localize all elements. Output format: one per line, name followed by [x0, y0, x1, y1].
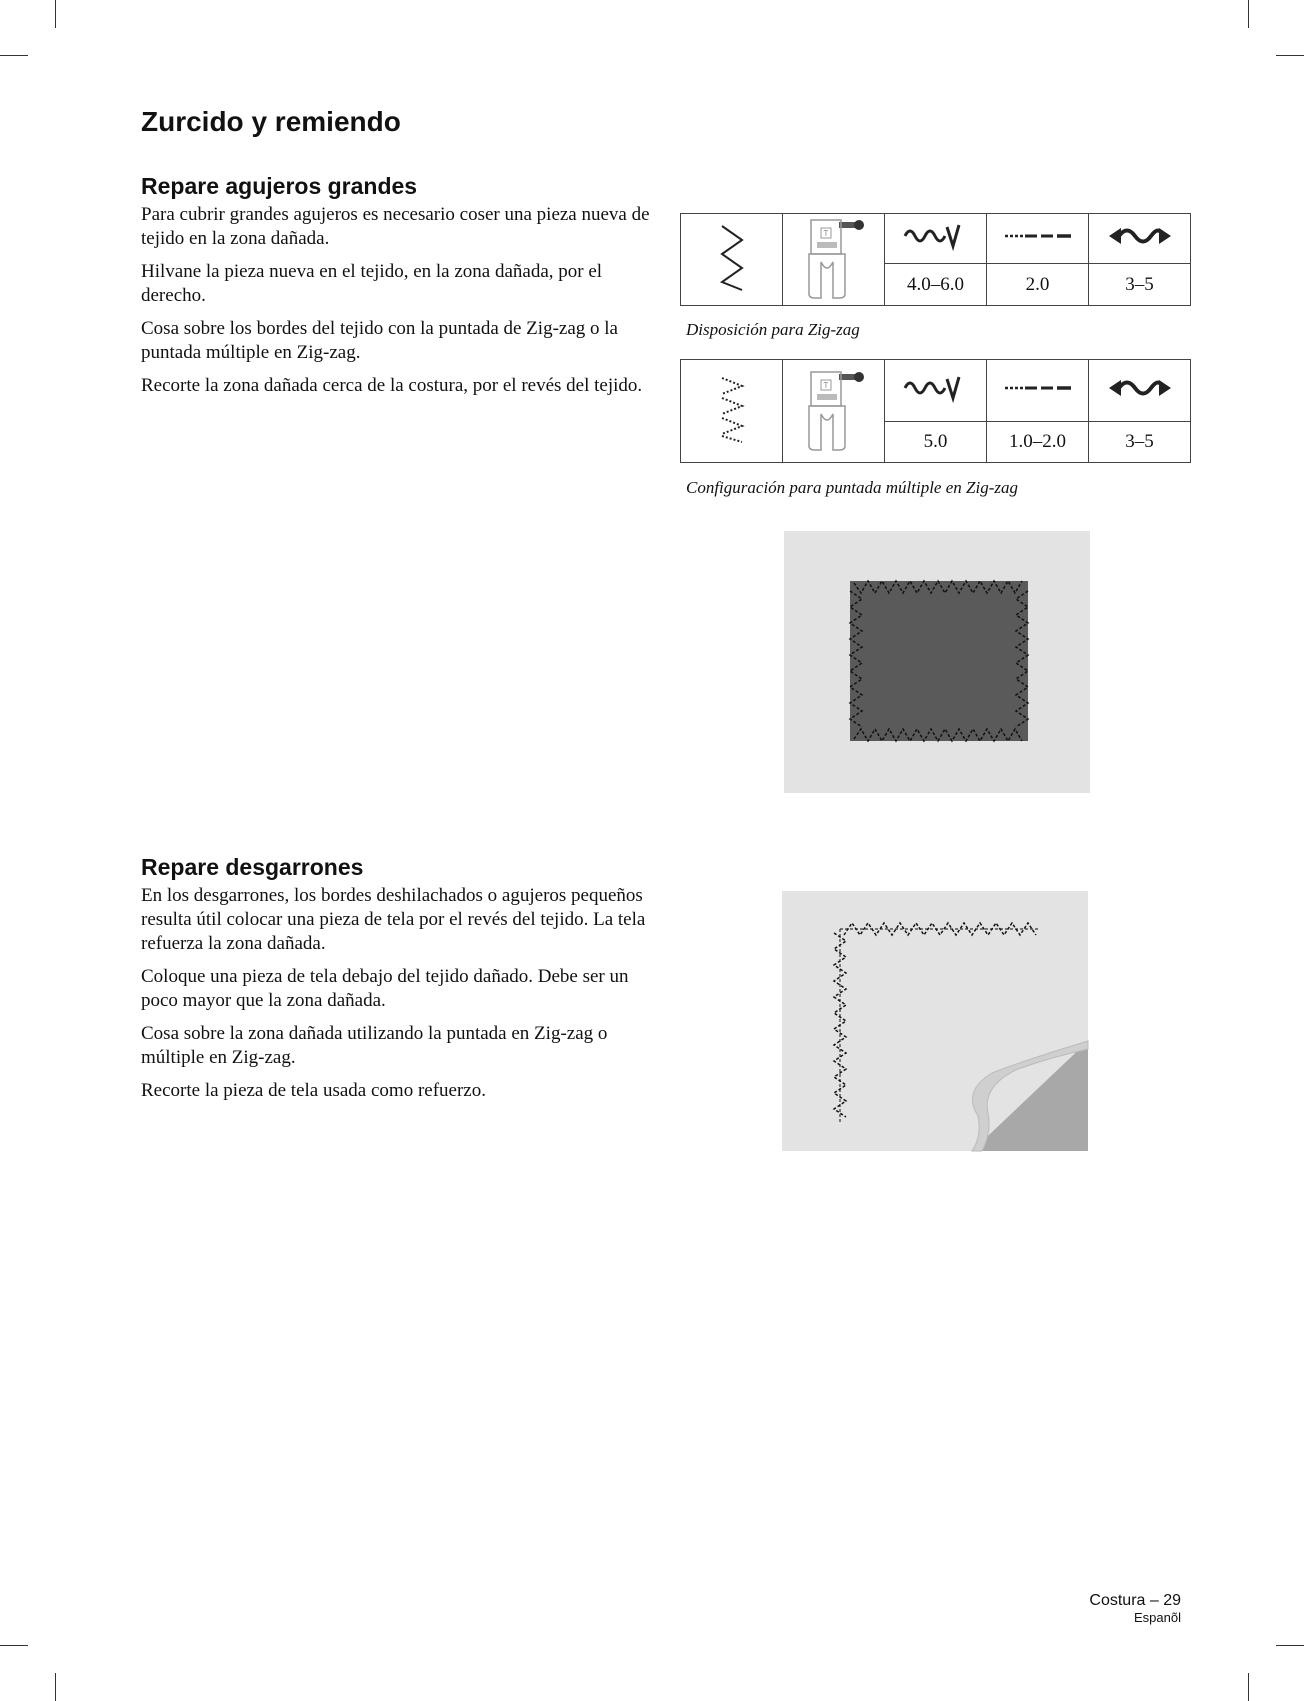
table-caption-multi-zigzag: Configuración para puntada múltiple en Zig-zag: [686, 478, 1018, 497]
paragraph: Cosa sobre los bordes del tejido con la puntada de Zig-zag o la puntada múltiple en Zig-zag.: [141, 318, 618, 363]
crop-mark: [0, 55, 28, 56]
section-body-tears: [141, 884, 651, 1112]
stitch-length-icon: [987, 214, 1089, 264]
section-heading-tears: Repare desgarrones: [141, 854, 364, 880]
reinforcement-illustration: [782, 891, 1090, 1153]
thread-tension-icon: [1089, 360, 1191, 422]
language-label: Espanõl: [1134, 1610, 1181, 1625]
page-footer: [1089, 1592, 1181, 1625]
stitch-width-value: 4.0–6.0: [885, 264, 987, 306]
stitch-length-icon: [987, 360, 1089, 422]
table-caption-zigzag: Disposición para Zig-zag: [686, 320, 860, 339]
presser-foot-t-icon: [783, 214, 885, 306]
settings-table-multi-zigzag: [680, 359, 1191, 463]
crop-mark: [1276, 55, 1304, 56]
page-title: Zurcido y remiendo: [141, 106, 401, 137]
stitch-length-value: 2.0: [987, 264, 1089, 306]
svg-text:T: T: [823, 380, 828, 390]
paragraph: Coloque una pieza de tela debajo del tejido dañado. Debe ser un poco mayor que la zona dañada.: [141, 966, 629, 1011]
settings-table-zigzag: [680, 213, 1191, 306]
page-number: Costura – 29: [1089, 1592, 1181, 1609]
thread-tension-value: 3–5: [1089, 264, 1191, 306]
stitch-width-value: 5.0: [885, 421, 987, 462]
crop-mark: [1248, 0, 1249, 28]
crop-mark: [55, 1673, 56, 1701]
paragraph: Recorte la zona dañada cerca de la costura, por el revés del tejido.: [141, 375, 643, 396]
paragraph: Cosa sobre la zona dañada utilizando la puntada en Zig-zag o múltiple en Zig-zag.: [141, 1023, 608, 1068]
svg-text:T: T: [823, 229, 828, 238]
crop-mark: [55, 0, 56, 28]
crop-mark: [1276, 1645, 1304, 1646]
stitch-width-icon: [885, 360, 987, 422]
paragraph: Para cubrir grandes agujeros es necesario coser una pieza nueva de tejido en la zona dañada.: [141, 204, 650, 249]
stitch-length-value: 1.0–2.0: [987, 421, 1089, 462]
patch-illustration: [784, 531, 1092, 795]
thread-tension-value: 3–5: [1089, 421, 1191, 462]
presser-foot-t-icon: [783, 360, 885, 463]
stitch-width-icon: [885, 214, 987, 264]
crop-mark: [1248, 1673, 1249, 1701]
paragraph: Hilvane la pieza nueva en el tejido, en la zona dañada, por el derecho.: [141, 261, 603, 306]
paragraph: En los desgarrones, los bordes deshilachados o agujeros pequeños resulta útil colocar una pieza de tela por el revés del tejido. La tela refuerza la zona dañada.: [141, 885, 646, 954]
paragraph: Recorte la pieza de tela usada como refuerzo.: [141, 1080, 486, 1101]
thread-tension-icon: [1089, 214, 1191, 264]
section-heading-large-holes: Repare agujeros grandes: [141, 173, 418, 199]
zigzag-stitch-icon: [681, 214, 783, 306]
section-body-large-holes: [141, 203, 651, 407]
multi-zigzag-stitch-icon: [681, 360, 783, 463]
crop-mark: [0, 1645, 28, 1646]
